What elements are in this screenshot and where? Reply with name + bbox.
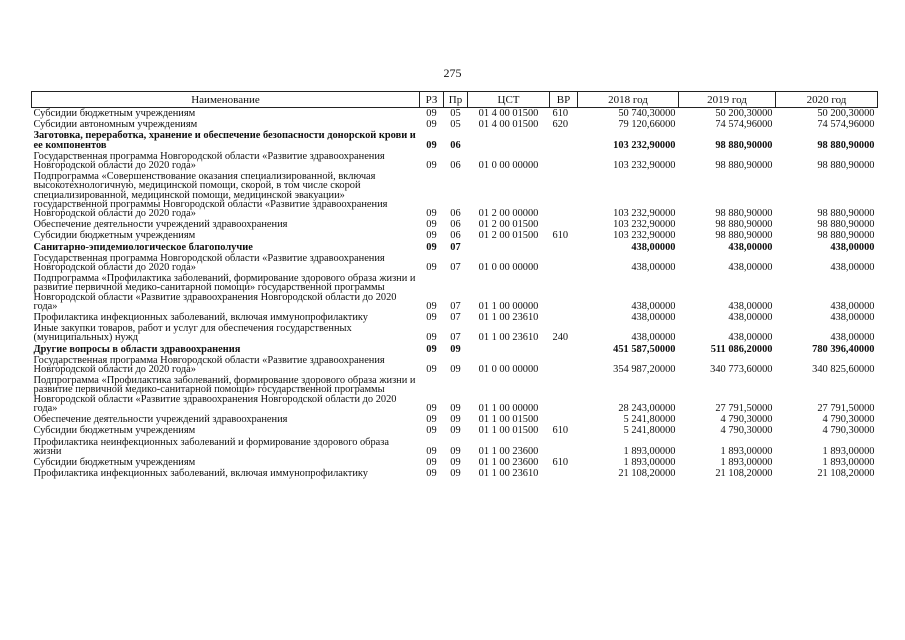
row-value-2018: 438,00000: [631, 262, 676, 274]
row-rz: 09: [426, 230, 437, 242]
row-value-2019: 438,00000: [728, 300, 773, 312]
row-vr: 620: [552, 119, 569, 131]
row-value-2018: 103 232,90000: [613, 160, 676, 172]
row-rz: 09: [426, 414, 437, 426]
row-value-2019: 438,00000: [728, 241, 773, 253]
row-name: Субсидии бюджетным учреждениям: [33, 108, 196, 119]
table-row: [32, 468, 878, 479]
row-name: Профилактика неинфекционных заболеваний и формирование здорового образа жизни: [33, 436, 389, 457]
row-name: Подпрограмма «Профилактика заболеваний, формирование здорового образа жизни и развитие первичной медико-санитарной помощи» государственной программы Новгородской области «Развитие здравоохранения Новгородской области до 2020 года»: [33, 273, 416, 312]
row-rz: 09: [426, 119, 437, 131]
row-value-2018: 5 241,80000: [623, 414, 676, 426]
row-rz: 09: [426, 456, 437, 468]
row-name: Заготовка, переработка, хранение и обеспечение безопасности донорской крови и ее компонентов: [33, 130, 416, 151]
row-rz: 09: [426, 300, 437, 312]
row-value-2020: 438,00000: [830, 312, 875, 324]
row-pr: 09: [450, 425, 461, 437]
header-vr: ВР: [550, 92, 578, 108]
header-2018: 2018 год: [578, 92, 679, 108]
row-vr: [550, 242, 578, 253]
table-row: [32, 355, 878, 375]
row-name: Обеспечение деятельности учреждений здравоохранения: [33, 219, 288, 231]
row-cst: 01 1 00 23600: [478, 456, 539, 468]
row-name: Подпрограмма «Профилактика заболеваний, формирование здорового образа жизни и развитие первичной медико-санитарной помощи» государственной программы Новгородской области «Развитие здравоохранения Новгородской области до 2020 года»: [33, 375, 416, 414]
row-name: Санитарно-эпидемиологическое благополучие: [33, 241, 253, 253]
table-row: [32, 242, 878, 253]
table-row: [32, 375, 878, 414]
row-vr: [550, 355, 578, 375]
row-rz: 09: [426, 343, 437, 355]
row-name: Государственная программа Новгородской области «Развитие здравоохранения Новгородской области до 2020 года»: [33, 252, 385, 274]
row-value-2019: 50 200,30000: [715, 108, 773, 119]
table-header: [32, 92, 878, 108]
table-row: [32, 253, 878, 273]
row-pr: 07: [450, 241, 461, 253]
table-row: [32, 344, 878, 355]
table-row: [32, 312, 878, 323]
row-rz: 09: [426, 108, 437, 119]
row-value-2020: 438,00000: [830, 300, 875, 312]
row-vr: [550, 273, 578, 312]
row-pr: 07: [450, 300, 461, 312]
row-pr: 06: [450, 208, 461, 220]
table-row: [32, 130, 878, 150]
row-value-2019: 438,00000: [728, 312, 773, 324]
row-value-2018: 21 108,20000: [618, 468, 676, 480]
row-cst: [468, 344, 550, 355]
table-row: [32, 457, 878, 468]
row-name: Государственная программа Новгородской области «Развитие здравоохранения Новгородской области до 2020 года»: [33, 354, 385, 376]
row-vr: [550, 312, 578, 323]
row-vr: 610: [552, 456, 569, 468]
row-value-2019: 1 893,00000: [720, 445, 773, 457]
row-vr: [550, 130, 578, 150]
row-vr: 610: [552, 425, 569, 437]
row-value-2019: 98 880,90000: [715, 160, 773, 172]
row-vr: [550, 344, 578, 355]
row-name: Профилактика инфекционных заболеваний, включая иммунопрофилактику: [33, 312, 368, 324]
row-cst: 01 0 00 00000: [478, 262, 539, 274]
row-value-2019: 438,00000: [728, 262, 773, 274]
row-value-2018: 79 120,66000: [618, 119, 676, 131]
row-cst: [468, 242, 550, 253]
table-row: [32, 437, 878, 457]
row-cst: 01 1 00 23610: [478, 312, 539, 324]
row-vr: 610: [552, 108, 569, 119]
row-vr: [550, 437, 578, 457]
row-name: Иные закупки товаров, работ и услуг для обеспечения государственных (муниципальных) нужд: [33, 323, 352, 344]
table-row: [32, 273, 878, 312]
row-cst: 01 1 00 01500: [478, 414, 539, 426]
table-row: [32, 171, 878, 219]
row-value-2020: 4 790,30000: [822, 414, 875, 426]
row-pr: 06: [450, 139, 461, 151]
row-value-2018: 103 232,90000: [613, 230, 676, 242]
row-cst: 01 1 00 00000: [478, 300, 539, 312]
table-row: [32, 323, 878, 343]
header-cst: ЦСТ: [468, 92, 550, 108]
row-value-2019: 74 574,96000: [715, 119, 773, 131]
row-vr: 240: [552, 332, 569, 344]
row-value-2018: 28 243,00000: [618, 402, 676, 414]
row-value-2018: 103 232,90000: [613, 208, 676, 220]
row-value-2018: 5 241,80000: [623, 425, 676, 437]
row-cst: 01 1 00 23610: [478, 332, 539, 344]
row-rz: 09: [426, 241, 437, 253]
row-vr: [550, 253, 578, 273]
row-cst: 01 2 00 01500: [478, 219, 539, 231]
row-value-2019: 98 880,90000: [715, 208, 773, 220]
row-name: Обеспечение деятельности учреждений здравоохранения: [33, 414, 288, 426]
row-value-2020: 1 893,00000: [822, 456, 875, 468]
row-vr: 610: [552, 230, 569, 242]
row-rz: 09: [426, 364, 437, 376]
table-row: [32, 414, 878, 425]
row-cst: 01 1 00 23600: [478, 445, 539, 457]
row-pr: 06: [450, 160, 461, 172]
header-2019: 2019 год: [679, 92, 776, 108]
row-rz: 09: [426, 445, 437, 457]
row-pr: 09: [450, 456, 461, 468]
row-value-2020: 74 574,96000: [817, 119, 875, 131]
table-body: [32, 108, 878, 480]
header-name: Наименование: [32, 92, 420, 108]
row-value-2019: 4 790,30000: [720, 425, 773, 437]
row-pr: 07: [450, 262, 461, 274]
row-name: Субсидии автономным учреждениям: [33, 119, 198, 131]
row-value-2020: 50 200,30000: [817, 108, 875, 119]
row-value-2020: 438,00000: [830, 241, 875, 253]
table-row: [32, 119, 878, 130]
header-pr: Пр: [444, 92, 468, 108]
row-value-2020: 1 893,00000: [822, 445, 875, 457]
row-value-2020: 438,00000: [830, 332, 875, 344]
row-pr: 05: [450, 108, 461, 119]
row-name: Профилактика инфекционных заболеваний, включая иммунопрофилактику: [33, 468, 368, 480]
row-value-2020: 4 790,30000: [822, 425, 875, 437]
row-value-2018: 1 893,00000: [623, 456, 676, 468]
row-value-2020: 340 825,60000: [812, 364, 875, 376]
row-pr: 09: [450, 364, 461, 376]
table-row: [32, 108, 878, 120]
row-value-2018: 103 232,90000: [613, 139, 676, 151]
row-rz: 09: [426, 208, 437, 220]
row-value-2018: 438,00000: [631, 312, 676, 324]
row-value-2020: 438,00000: [830, 262, 875, 274]
row-value-2018: 50 740,30000: [618, 108, 676, 119]
row-pr: 07: [450, 332, 461, 344]
row-value-2020: 98 880,90000: [817, 139, 875, 151]
row-cst: 01 1 00 23610: [478, 468, 539, 480]
row-cst: 01 2 00 01500: [478, 230, 539, 242]
row-value-2020: 98 880,90000: [817, 219, 875, 231]
row-value-2018: 438,00000: [631, 300, 676, 312]
row-rz: 09: [426, 468, 437, 480]
row-value-2020: 98 880,90000: [817, 160, 875, 172]
row-cst: 01 0 00 00000: [478, 364, 539, 376]
row-value-2020: 27 791,50000: [817, 402, 875, 414]
row-cst: 01 1 00 00000: [478, 402, 539, 414]
budget-table: [31, 91, 878, 479]
row-rz: 09: [426, 332, 437, 344]
row-pr: 05: [450, 119, 461, 131]
table-row: [32, 151, 878, 171]
row-value-2018: 1 893,00000: [623, 445, 676, 457]
row-value-2019: 98 880,90000: [715, 139, 773, 151]
row-value-2020: 780 396,40000: [812, 343, 875, 355]
row-value-2019: 4 790,30000: [720, 414, 773, 426]
row-name: Другие вопросы в области здравоохранения: [33, 343, 241, 355]
row-rz: 09: [426, 139, 437, 151]
row-cst: 01 0 00 00000: [478, 160, 539, 172]
row-value-2018: 103 232,90000: [613, 219, 676, 231]
row-rz: 09: [426, 219, 437, 231]
row-vr: [550, 375, 578, 414]
table-row: [32, 425, 878, 436]
row-pr: 06: [450, 230, 461, 242]
row-vr: [550, 414, 578, 425]
row-cst: 01 4 00 01500: [478, 119, 539, 131]
row-value-2020: 98 880,90000: [817, 208, 875, 220]
row-rz: 09: [426, 160, 437, 172]
row-value-2020: 98 880,90000: [817, 230, 875, 242]
row-vr: [550, 151, 578, 171]
header-rz: РЗ: [420, 92, 444, 108]
row-pr: 09: [450, 343, 461, 355]
row-value-2019: 511 086,20000: [710, 343, 773, 355]
row-name: Государственная программа Новгородской области «Развитие здравоохранения Новгородской области до 2020 года»: [33, 150, 385, 172]
row-rz: 09: [426, 312, 437, 324]
row-value-2018: 451 587,50000: [613, 343, 676, 355]
row-name: Субсидии бюджетным учреждениям: [33, 230, 196, 242]
row-name: Подпрограмма «Совершенствование оказания специализированной, включая высокотехнологичную, медицинской помощи, скорой, в том числе скорой специализированной, медицинской помощи, медицинской эвакуации» государственной программы Новгородской области «Развитие здравоохранения Новгородской области до 2020 года»: [33, 171, 388, 220]
row-vr: [550, 171, 578, 219]
row-value-2019: 438,00000: [728, 332, 773, 344]
row-value-2018: 438,00000: [631, 332, 676, 344]
row-value-2018: 438,00000: [631, 241, 676, 253]
row-value-2019: 98 880,90000: [715, 219, 773, 231]
row-value-2018: 354 987,20000: [613, 364, 676, 376]
row-cst: 01 2 00 00000: [478, 208, 539, 220]
row-pr: 06: [450, 219, 461, 231]
row-name: Субсидии бюджетным учреждениям: [33, 456, 196, 468]
row-pr: 09: [450, 445, 461, 457]
row-rz: 09: [426, 262, 437, 274]
row-cst: 01 1 00 01500: [478, 425, 539, 437]
row-cst: [468, 130, 550, 150]
row-vr: [550, 219, 578, 230]
row-pr: 09: [450, 402, 461, 414]
header-2020: 2020 год: [776, 92, 878, 108]
row-value-2019: 27 791,50000: [715, 402, 773, 414]
row-value-2019: 21 108,20000: [715, 468, 773, 480]
row-cst: 01 4 00 01500: [478, 108, 539, 119]
row-rz: 09: [426, 402, 437, 414]
table-row: [32, 230, 878, 241]
row-vr: [550, 468, 578, 479]
row-value-2020: 21 108,20000: [817, 468, 875, 480]
row-value-2019: 98 880,90000: [715, 230, 773, 242]
page-number: 275: [443, 66, 462, 80]
row-rz: 09: [426, 425, 437, 437]
row-name: Субсидии бюджетным учреждениям: [33, 425, 196, 437]
row-value-2019: 340 773,60000: [710, 364, 773, 376]
row-value-2019: 1 893,00000: [720, 456, 773, 468]
row-pr: 09: [450, 468, 461, 480]
row-pr: 09: [450, 414, 461, 426]
table-row: [32, 219, 878, 230]
row-pr: 07: [450, 312, 461, 324]
